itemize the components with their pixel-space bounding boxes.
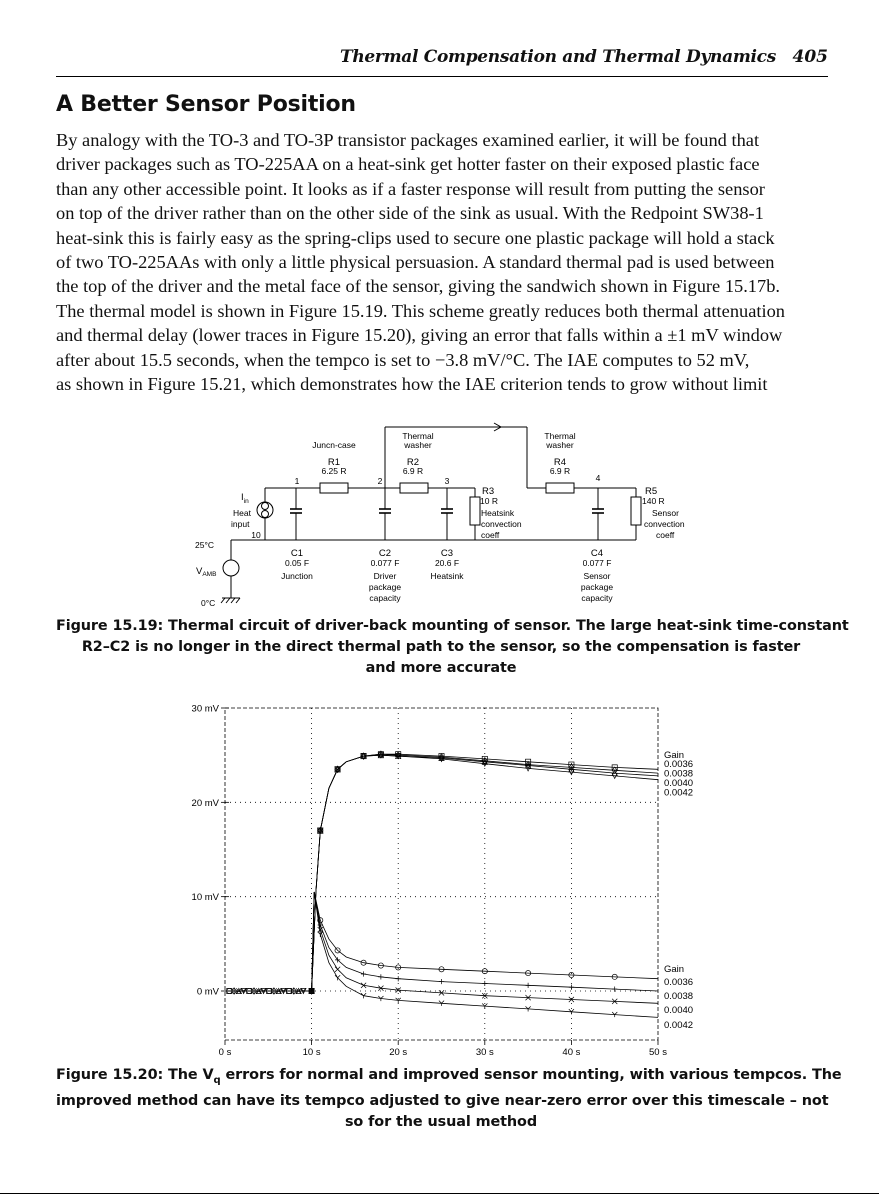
data-point: [612, 987, 617, 992]
x-tick-label: 0 s: [218, 1047, 232, 1058]
series-upper-0.0038: [225, 751, 658, 994]
caption-line: improved method can have its tempco adjusted to give near-zero error over this timescale – not: [56, 1092, 829, 1109]
series-lower-0.0036: [225, 892, 658, 994]
x-tick-label: 10 s: [302, 1047, 321, 1058]
label-washer: washer: [404, 440, 432, 450]
series-lower-0.0040: [225, 892, 658, 1004]
series-upper-0.0040: [225, 753, 658, 994]
label-c1-desc: Junction: [281, 571, 313, 581]
label-r5-desc: coeff: [656, 530, 675, 540]
legend-item: 0.0036: [664, 977, 694, 988]
label-r5-desc: convection: [644, 519, 685, 529]
label-c4-desc: Sensor: [583, 571, 611, 581]
data-point: [361, 971, 366, 976]
label-node-2: 2: [377, 476, 383, 486]
data-point: [569, 985, 574, 990]
label-vamb: $V_{AMB}$: [196, 566, 217, 578]
label-heat: Heat: [233, 508, 251, 518]
label-r4: R4: [553, 457, 567, 468]
label-r3-desc: convection: [481, 519, 522, 529]
caption-line: Figure 15.19: Thermal circuit of driver-back mounting of sensor. The large heat-sink time-constant: [56, 618, 849, 634]
x-tick-label: 20 s: [389, 1047, 408, 1058]
label-r5-desc: Sensor: [652, 508, 679, 518]
label-c4-value: 0.077 F: [582, 558, 612, 568]
series-lower-0.0042: [225, 892, 658, 1017]
chart-series: [225, 751, 658, 1017]
label-juncn-case: Juncn-case: [312, 440, 356, 450]
legend-item: 0.0040: [664, 778, 694, 789]
series-upper-0.0042: [225, 753, 658, 994]
y-tick-label: 0 mV: [196, 986, 219, 998]
x-tick-label: 40 s: [562, 1047, 581, 1058]
legend-item: 0.0042: [664, 1020, 694, 1031]
body-line: driver packages such as TO-225AA on a heat-sink get hotter faster on their exposed plastic face: [56, 154, 760, 175]
label-c2-desc: Driver: [373, 571, 397, 581]
body-line: after about 15.5 seconds, when the tempco is set to −3.8 mV/°C. The IAE computes to 52 mV,: [56, 349, 750, 370]
data-point: [378, 974, 383, 979]
x-tick-label: 30 s: [475, 1047, 494, 1058]
series-line: [225, 892, 658, 991]
label-node-1: 1: [294, 476, 300, 486]
label-c4-desc: capacity: [581, 593, 613, 603]
y-tick-label: 30 mV: [191, 703, 219, 715]
body-line: on top of the driver rather than on the other side of the sink as usual. With the Redpoint SW38-1: [56, 203, 764, 224]
data-point: [439, 979, 444, 984]
body-line: heat-sink this is fairly easy as the spring-clips used to secure one plastic package will hold a stack: [56, 227, 775, 248]
label-c1-value: 0.05 F: [284, 558, 310, 568]
label-r5-value: 140 R: [642, 496, 665, 506]
label-c2: C2: [378, 548, 392, 559]
page-number: 405: [792, 47, 828, 67]
series-line: [225, 755, 658, 991]
legend-item: 0.0036: [664, 759, 694, 770]
legend-title-upper: Gain: [664, 750, 685, 761]
label-c1: C1: [290, 548, 304, 559]
label-washer: washer: [546, 440, 574, 450]
label-25c: 25°C: [195, 540, 214, 550]
label-c3: C3: [440, 548, 454, 559]
label-c4: C4: [590, 548, 604, 559]
body-line: of two TO-225AAs with only a little physical persuasion. A standard thermal pad is used between: [56, 252, 775, 273]
body-line: than any other accessible point. It looks as if a faster response will result from putting the sensor: [56, 178, 765, 199]
label-r3-desc: Heatsink: [481, 508, 515, 518]
body-line: and thermal delay (lower traces in Figure 15.20), giving an error that falls within a ±1 mV window: [56, 325, 783, 346]
label-r2-value: 6.9 R: [402, 466, 424, 476]
label-r2: R2: [406, 457, 420, 468]
label-c2-desc: capacity: [369, 593, 401, 603]
caption-line: R2–C2 is no longer in the direct thermal path to the sensor, so the compensation is faster: [81, 639, 801, 655]
label-c3-value: 20.6 F: [434, 558, 460, 568]
legend-title-lower: Gain: [664, 964, 685, 975]
data-point: [526, 983, 531, 988]
label-c4-desc: package: [580, 582, 614, 592]
data-point: [335, 967, 340, 972]
label-node-3: 3: [444, 476, 450, 486]
label-c3-desc: Heatsink: [430, 571, 464, 581]
series-line: [225, 754, 658, 991]
bottom-rule: [0, 1193, 879, 1194]
series-line: [225, 754, 658, 991]
legend-item: 0.0042: [664, 787, 694, 799]
label-r5: R5: [645, 486, 658, 497]
series-line: [225, 755, 658, 991]
series-line: [225, 892, 658, 1003]
label-r4-value: 6.9 R: [549, 466, 571, 476]
caption-line: so for the usual method: [344, 1113, 538, 1130]
label-thermal: Thermal: [544, 431, 576, 441]
series-lower-0.0038: [225, 892, 658, 994]
caption-line: Figure 15.20: The $V_q$ errors for normal and improved sensor mounting, with various tempcos. The: [56, 1067, 842, 1086]
label-input: input: [231, 519, 250, 529]
body-line: the top of the driver and the metal face of the sensor, giving the sandwich shown in Figure 15.17b.: [56, 276, 780, 297]
series-line: [225, 892, 658, 1017]
label-thermal: Thermal: [402, 431, 434, 441]
legend-item: 0.0040: [664, 1005, 694, 1016]
label-0c: 0°C: [201, 598, 216, 608]
label-iin: $I_{in}$: [241, 492, 249, 505]
section-heading: A Better Sensor Position: [56, 92, 356, 117]
body-line: By analogy with the TO-3 and TO-3P transistor packages examined earlier, it will be found that: [56, 130, 760, 150]
label-r3-value: 10 R: [480, 496, 498, 506]
x-tick-label: 50 s: [649, 1047, 667, 1058]
label-node-4: 4: [595, 473, 601, 483]
y-tick-label: 20 mV: [191, 797, 219, 809]
data-point: [482, 981, 487, 986]
body-line: as shown in Figure 15.21, which demonstrates how the IAE criterion tends to grow without limit: [56, 374, 768, 395]
body-line: The thermal model is shown in Figure 15.19. This scheme greatly reduces both thermal attenuation: [56, 300, 785, 321]
label-r1: R1: [327, 457, 341, 468]
series-upper-0.0036: [225, 752, 658, 994]
chart-legend: [664, 750, 693, 1031]
label-r3-desc: coeff: [481, 530, 500, 540]
label-c2-desc: package: [368, 582, 402, 592]
label-r3: R3: [482, 486, 495, 497]
legend-item: 0.0038: [664, 768, 694, 780]
data-point: [396, 976, 401, 981]
legend-item: 0.0038: [664, 991, 694, 1002]
label-node-10: 10: [251, 530, 261, 540]
label-c2-value: 0.077 F: [370, 558, 400, 568]
label-r1-value: 6.25 R: [321, 466, 347, 476]
figure-15-20-caption: [56, 1065, 842, 1133]
caption-line: and more accurate: [365, 660, 517, 676]
running-title: Thermal Compensation and Thermal Dynamics: [339, 47, 776, 67]
y-tick-label: 10 mV: [191, 892, 219, 904]
